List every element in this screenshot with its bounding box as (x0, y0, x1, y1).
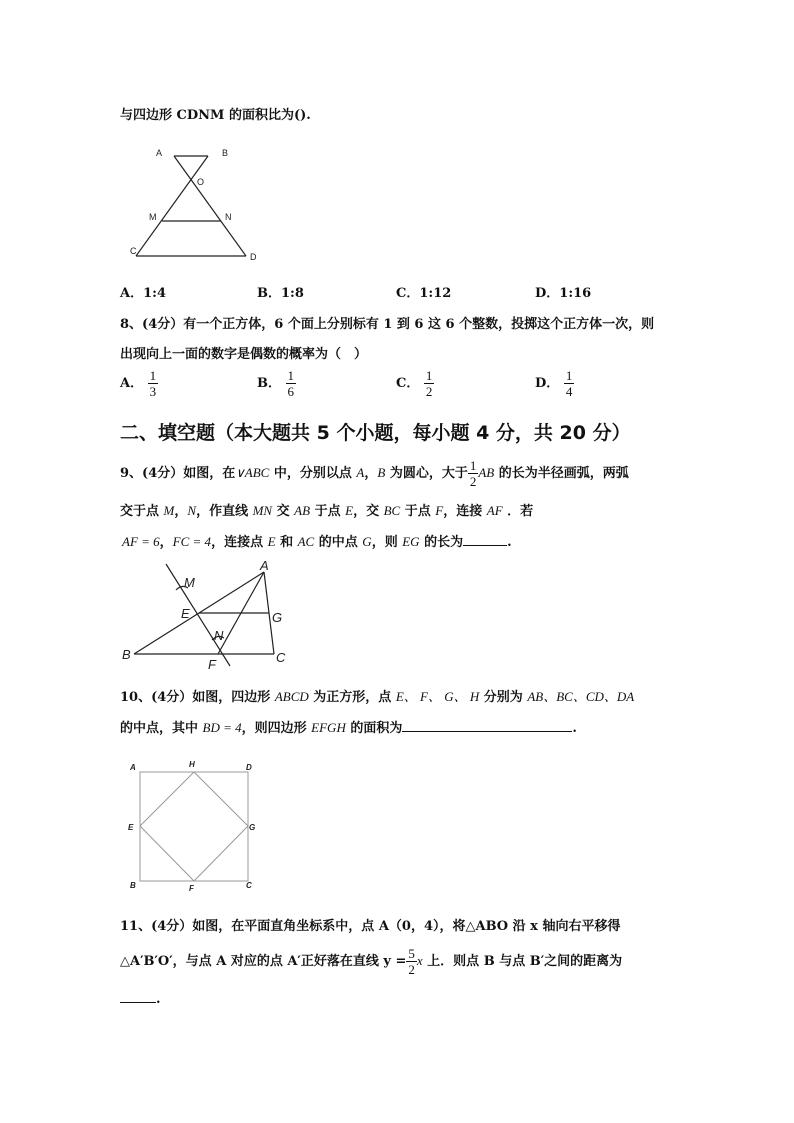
q7-label-m: M (149, 212, 157, 222)
q9-label-a: A (260, 560, 269, 573)
q9-label-b: B (122, 647, 131, 662)
q11-line3: . (120, 990, 161, 1007)
q9-answer-blank (463, 533, 507, 546)
q10-label-c: C (246, 881, 252, 890)
q10-answer-blank (402, 719, 572, 732)
q8-line1: 8、(4分）有一个正方体，6 个面上分别标有 1 到 6 这 6 个整数，投掷这个正方体一次，则 (120, 317, 655, 332)
q8-option-b: B． $\frac{1}{6}$ (257, 368, 295, 399)
section-2-heading: 二、填空题（本大题共 5 个小题，每小题 4 分，共 20 分） (120, 422, 631, 444)
q11-answer-blank (120, 990, 156, 1003)
q9-label-n: N (214, 628, 224, 643)
q10-label-h: H (189, 760, 195, 769)
q10-label-f: F (189, 884, 194, 893)
q7-label-a: A (156, 148, 163, 158)
q10-figure (124, 756, 264, 896)
q7-label-n: N (225, 212, 232, 222)
q7-label-b: B (222, 148, 229, 158)
q7-option-b: B．1:8 (257, 286, 304, 301)
q9-line1: 9、(4分）如图，在∨ABC 中，分别以点 A，B 为圆心，大于 $\frac{1}{2}$ AB 的长为半径画弧，两弧 (120, 458, 629, 489)
q7-option-c: C．1:12 (396, 286, 452, 301)
q10-label-g: G (249, 823, 256, 832)
q7-figure (128, 142, 268, 262)
q7-label-o: O (197, 177, 205, 187)
q7-label-d: D (250, 252, 257, 262)
q7-option-a: A．1:4 (120, 286, 166, 301)
q8-line2: 出现向上一面的数字是偶数的概率为（ ） (120, 347, 368, 362)
q10-line1: 10、(4分）如图，四边形 ABCD 为正方形，点 E、 F、 G、 H 分别为 AB、BC、CD、DA (120, 689, 635, 705)
q9-label-g: G (272, 610, 283, 625)
q9-label-f: F (208, 657, 216, 672)
q10-label-a: A (130, 763, 136, 772)
q10-label-d: D (246, 763, 252, 772)
q8-option-a: A． $\frac{1}{3}$ (120, 368, 157, 399)
q9-line3: AF = 6，FC = 4，连接点 E 和 AC 的中点 G，则 EG 的长为 . (122, 534, 512, 550)
q9-figure (118, 560, 298, 672)
q11-line2: △A′B′O′，与点 A 对应的点 A′正好落在直线 y = $\frac{5}{2}$ x 上．则点 B 与点 B′之间的距离为 (120, 946, 623, 977)
q8-option-c: C． $\frac{1}{2}$ (396, 368, 433, 399)
q7-text: 与四边形 CDNM 的面积比为(). (120, 108, 311, 123)
q8-option-d: D． $\frac{1}{4}$ (535, 368, 573, 399)
q9-label-e: E (181, 606, 190, 621)
q10-label-e: E (128, 823, 134, 832)
q7-option-d: D．1:16 (535, 286, 592, 301)
q9-line2: 交于点 M，N，作直线 MN 交 AB 于点 E，交 BC 于点 F，连接 AF ．若 (120, 503, 534, 519)
q9-label-c: C (276, 650, 286, 665)
q11-line1: 11、(4分）如图，在平面直角坐标系中，点 A（0，4），将△ABO 沿 x 轴向右平移得 (120, 919, 621, 934)
q10-label-b: B (130, 881, 136, 890)
q9-label-m: M (184, 575, 195, 590)
q10-line2: 的中点，其中 BD = 4，则四边形 EFGH 的面积为 . (120, 720, 577, 736)
q7-label-c: C (130, 246, 137, 256)
